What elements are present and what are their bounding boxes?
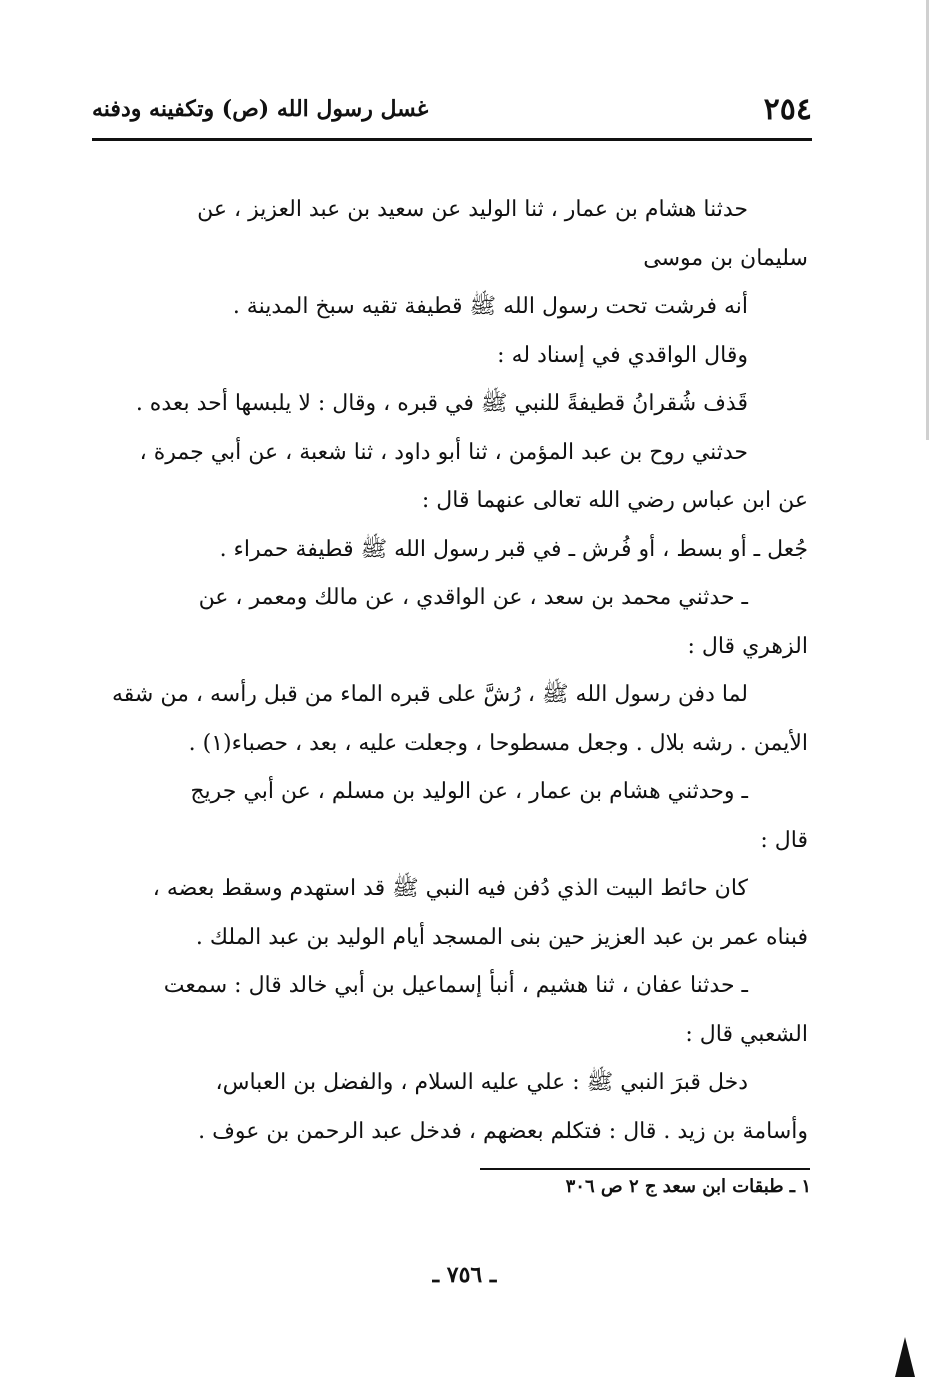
page-header: [92, 92, 812, 132]
text-line: جُعل ـ أو بسط ، أو فُرش ـ في قبر رسول الله ﷺ قطيفة حمراء .: [219, 536, 808, 562]
text-line: الشعبي قال :: [685, 1021, 808, 1047]
text-line: كان حائط البيت الذي دُفن فيه النبي ﷺ قد استهدم وسقط بعضه ،: [152, 876, 748, 901]
text-line: أنه فرشت تحت رسول الله ﷺ قطيفة تقيه سبخ المدينة .: [232, 294, 748, 319]
text-line: الزهري قال :: [687, 633, 808, 659]
text-line: عن ابن عباس رضي الله تعالى عنهما قال :: [421, 488, 808, 513]
text-line: وقال الواقدي في إسناد له :: [497, 342, 748, 368]
text-line: ـ حدثني محمد بن سعد ، عن الواقدي ، عن مالك ومعمر ، عن: [198, 585, 748, 610]
text-line: قال :: [760, 827, 808, 853]
page-number: ٢٥٤: [763, 92, 812, 127]
header-divider: [92, 138, 812, 141]
text-line: لما دفن رسول الله ﷺ ، رُشَّ على قبره الماء من قبل رأسه ، من شقه: [112, 682, 748, 707]
footnote-divider: [480, 1168, 810, 1170]
running-title: غسل رسول الله (ص) وتكفينه ودفنه: [92, 96, 429, 122]
text-line: الأيمن . رشه بلال . وجعل مسطوحا ، وجعلت عليه ، بعد ، حصباء(١) .: [188, 730, 808, 756]
text-line: حدثني روح بن عبد المؤمن ، ثنا أبو داود ، ثنا شعبة ، عن أبي جمرة ،: [139, 439, 748, 465]
text-line: ـ حدثنا عفان ، ثنا هشيم ، أنبأ إسماعيل بن أبي خالد قال : سمعت: [163, 973, 748, 998]
text-line: سليمان بن موسى: [643, 245, 808, 271]
body-text: [96, 186, 808, 1156]
text-line: فبناه عمر بن عبد العزيز حين بنى المسجد أيام الوليد بن عبد الملك .: [195, 924, 808, 950]
footnote: ١ ـ طبقات ابن سعد ج ٢ ص ٣٠٦: [565, 1176, 811, 1197]
text-line: وأسامة بن زيد . قال : فتكلم بعضهم ، فدخل عبد الرحمن بن عوف .: [198, 1118, 808, 1144]
text-line: دخل قبرَ النبي ﷺ : علي عليه السلام ، والفضل بن العباس،: [215, 1070, 748, 1095]
text-line: حدثنا هشام بن عمار ، ثنا الوليد عن سعيد بن عبد العزيز ، عن: [197, 197, 748, 222]
text-line: قَذف شُقرانُ قطيفةً للنبي ﷺ في قبره ، وقال : لا يلبسها أحد بعده .: [135, 391, 748, 416]
text-line: ـ وحدثني هشام بن عمار ، عن الوليد بن مسلم ، عن أبي جريج: [190, 779, 748, 804]
corner-mark: [895, 1337, 915, 1377]
folio-number: ـ ٧٥٦ ـ: [432, 1262, 497, 1288]
